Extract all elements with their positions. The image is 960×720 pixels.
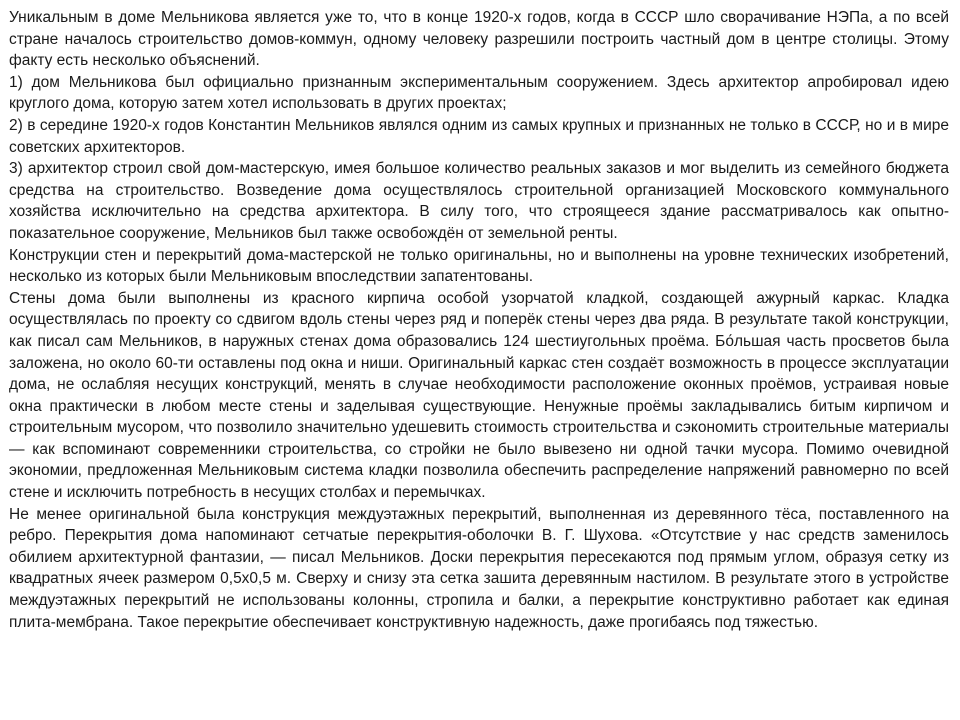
reason-2-paragraph: 2) в середине 1920-х годов Константин Мельников являлся одним из самых крупных и признанных не только в СССР, но и в мире советских архитекторов. bbox=[9, 116, 949, 156]
reason-1-paragraph: 1) дом Мельникова был официально признанным экспериментальным сооружением. Здесь архитектор апробировал идею круглого дома, которую затем хотел использовать в других проектах; bbox=[9, 73, 949, 113]
constructions-paragraph: Конструкции стен и перекрытий дома-мастерской не только оригинальны, но и выполнены на уровне технических изобретений, несколько из которых были Мельниковым впоследствии запатентованы. bbox=[9, 246, 949, 286]
reason-3-paragraph: 3) архитектор строил свой дом-мастерскую, имея большое количество реальных заказов и мог выделить из семейного бюджета средства на строительство. Возведение дома осуществлялось строительной организацией Московского коммунального хозяйства исключительно на средства архитектора. В силу того, что строящееся здание рассматривалось как опытно-показательное сооружение, Мельников был также освобождён от земельной ренты. bbox=[9, 160, 949, 242]
article-text bbox=[9, 7, 949, 633]
floors-paragraph: Не менее оригинальной была конструкция междуэтажных перекрытий, выполненная из деревянного тёса, поставленного на ребро. Перекрытия дома напоминают сетчатые перекрытия-оболочки В. Г. Шухова. «Отсутствие у нас средств заменилось обилием архитектурной фантазии, — писал Мельников. Доски перекрытия пересекаются под прямым углом, образуя сетку из квадратных ячеек размером 0,5х0,5 м. Сверху и снизу эта сетка зашита деревянным настилом. В результате этого в устройстве междуэтажных перекрытий не использованы колонны, стропила и балки, а перекрытие конструктивно работает как единая плита-мембрана. Такое перекрытие обеспечивает конструктивную надежность, даже прогибаясь под тяжестью. bbox=[9, 505, 949, 631]
intro-paragraph: Уникальным в доме Мельникова является уже то, что в конце 1920-х годов, когда в СССР шло сворачивание НЭПа, а по всей стране началось строительство домов-коммун, одному человеку разрешили построить частный дом в центре столицы. Этому факту есть несколько объяснений. bbox=[9, 9, 949, 70]
walls-paragraph: Стены дома были выполнены из красного кирпича особой узорчатой кладкой, создающей ажурный каркас. Кладка осуществлялась по проекту со сдвигом вдоль стены через ряд и поперёк стены через два ряда. В результате такой конструкции, как писал сам Мельников, в наружных стенах дома образовались 124 шестиугольных проёма. Бо́льшая часть просветов была заложена, но около 60-ти оставлены под окна и ниши. Оригинальный каркас стен создаёт возможность в процессе эксплуатации дома, не ослабляя несущих конструкций, менять в случае необходимости расположение оконных проёмов, устраивая новые окна практически в любом месте стены и заделывая существующие. Ненужные проёмы закладывались битым кирпичом и строительным мусором, что позволило значительно удешевить стоимость строительства и сэкономить строительные материалы — как вспоминают современники строительства, со стройки не было вывезено ни одной тачки мусора. Помимо очевидной экономии, предложенная Мельниковым система кладки позволила обеспечить распределение напряжений равномерно по всей стене и исключить потребность в несущих столбах и перемычках. bbox=[9, 289, 949, 502]
